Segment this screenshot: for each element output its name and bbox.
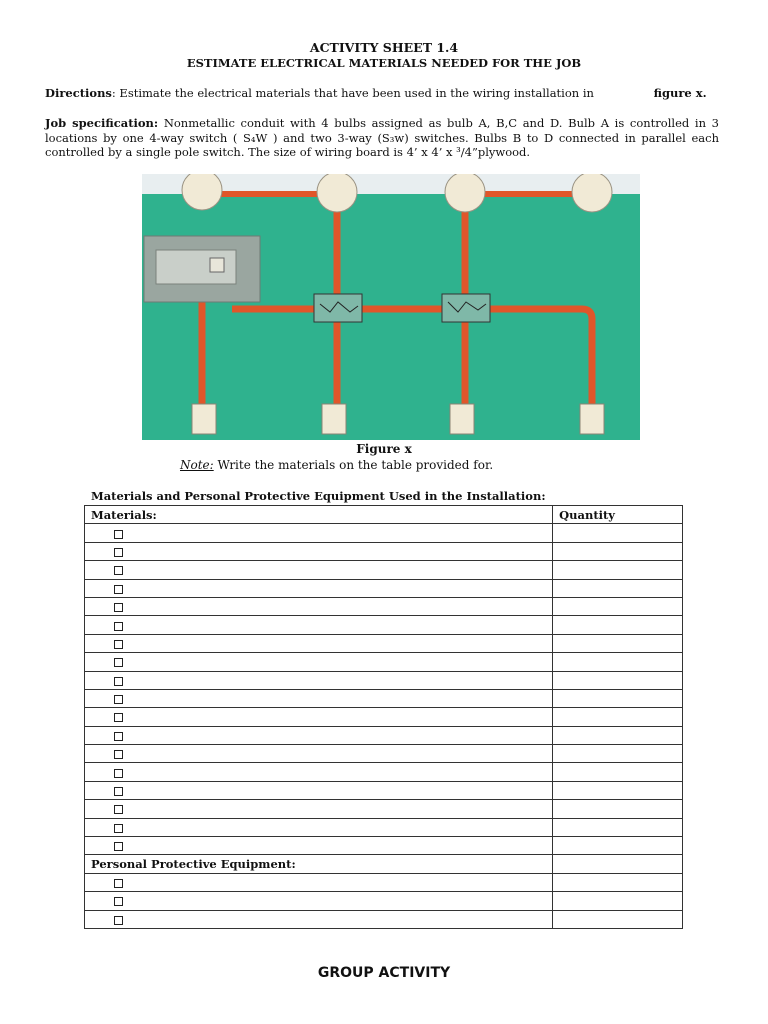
- material-quantity-cell[interactable]: [553, 689, 683, 707]
- material-quantity-cell[interactable]: [553, 653, 683, 671]
- material-quantity-cell[interactable]: [553, 634, 683, 652]
- ppe-header-row: [85, 855, 683, 873]
- material-quantity-cell[interactable]: [553, 837, 683, 855]
- bulb-receptacle-b: [317, 174, 357, 212]
- directions-label: Directions: [45, 86, 112, 100]
- material-quantity-cell[interactable]: [553, 542, 683, 560]
- material-quantity-cell[interactable]: [553, 597, 683, 615]
- material-row: [85, 561, 683, 579]
- quantity-column-header: Quantity: [553, 506, 683, 524]
- directions-text: : Estimate the electrical materials that have been used in the wiring installation in: [111, 86, 598, 100]
- checkbox-icon: [114, 640, 123, 649]
- material-row: [85, 726, 683, 744]
- ppe-row: [85, 910, 683, 928]
- checkbox-icon: [114, 842, 123, 851]
- material-entry-cell[interactable]: [85, 579, 553, 597]
- checkbox-icon: [114, 658, 123, 667]
- figure-reference: figure x.: [653, 86, 707, 100]
- note-label: Note:: [180, 458, 214, 472]
- junction-box-2: [442, 294, 490, 322]
- checkbox-icon: [114, 916, 123, 925]
- material-entry-cell[interactable]: [85, 671, 553, 689]
- checkbox-icon: [114, 622, 123, 631]
- job-spec-text: Nonmetallic conduit with 4 bulbs assigned as bulb A, B,C and D. Bulb A is controlled in 3 locations by one 4-way switch ( S₄W ) and two 3-way (S₃w) switches. Bulbs B to D connected in parallel each controlled by a single pole switch. The size of wiring board is 4’ x 4’ x ³/4”plywood.: [45, 116, 719, 159]
- checkbox-icon: [114, 603, 123, 612]
- ppe-row: [85, 873, 683, 891]
- checkbox-icon: [114, 732, 123, 741]
- material-row: [85, 597, 683, 615]
- checkbox-icon: [114, 824, 123, 833]
- checkbox-icon: [114, 713, 123, 722]
- material-row: [85, 634, 683, 652]
- material-entry-cell[interactable]: [85, 726, 553, 744]
- material-rows: [85, 524, 683, 855]
- material-quantity-cell[interactable]: [553, 763, 683, 781]
- material-row: [85, 818, 683, 836]
- material-row: [85, 781, 683, 799]
- material-row: [85, 579, 683, 597]
- checkbox-icon: [114, 750, 123, 759]
- ppe-quantity-cell[interactable]: [553, 873, 683, 891]
- bulb-receptacle-a: [182, 174, 222, 210]
- material-quantity-cell[interactable]: [553, 561, 683, 579]
- checkbox-icon: [114, 695, 123, 704]
- ppe-entry-cell[interactable]: [85, 873, 553, 891]
- panel-breaker: [210, 258, 224, 272]
- figure-caption: Figure x: [356, 442, 412, 456]
- material-quantity-cell[interactable]: [553, 800, 683, 818]
- material-row: [85, 837, 683, 855]
- material-row: [85, 616, 683, 634]
- bulb-receptacle-d: [572, 174, 612, 212]
- material-entry-cell[interactable]: [85, 597, 553, 615]
- material-quantity-cell[interactable]: [553, 616, 683, 634]
- material-entry-cell[interactable]: [85, 763, 553, 781]
- note-text: Write the materials on the table provided for.: [213, 458, 494, 472]
- switch-3: [450, 404, 474, 434]
- material-quantity-cell[interactable]: [553, 671, 683, 689]
- materials-column-header: Materials:: [85, 506, 553, 524]
- switch-1: [192, 404, 216, 434]
- material-quantity-cell[interactable]: [553, 708, 683, 726]
- checkbox-icon: [114, 566, 123, 575]
- table-header-row: [85, 506, 683, 524]
- note: [180, 458, 493, 472]
- job-specification-paragraph: [45, 116, 719, 160]
- checkbox-icon: [114, 787, 123, 796]
- material-quantity-cell[interactable]: [553, 818, 683, 836]
- materials-table: [84, 505, 683, 929]
- material-entry-cell[interactable]: [85, 781, 553, 799]
- ppe-header: Personal Protective Equipment:: [85, 855, 553, 873]
- material-row: [85, 763, 683, 781]
- directions-paragraph: [45, 86, 719, 101]
- material-row: [85, 653, 683, 671]
- checkbox-icon: [114, 548, 123, 557]
- group-activity-label: GROUP ACTIVITY: [317, 965, 451, 981]
- ppe-row: [85, 892, 683, 910]
- ppe-quantity-cell[interactable]: [553, 892, 683, 910]
- material-entry-cell[interactable]: [85, 837, 553, 855]
- material-entry-cell[interactable]: [85, 634, 553, 652]
- switch-4: [580, 404, 604, 434]
- ppe-entry-cell[interactable]: [85, 892, 553, 910]
- material-entry-cell[interactable]: [85, 800, 553, 818]
- ppe-rows: [85, 873, 683, 928]
- material-entry-cell[interactable]: [85, 542, 553, 560]
- table-title: Materials and Personal Protective Equipment Used in the Installation:: [91, 489, 546, 503]
- bulb-receptacle-c: [445, 174, 485, 212]
- checkbox-icon: [114, 677, 123, 686]
- material-row: [85, 542, 683, 560]
- checkbox-icon: [114, 879, 123, 888]
- checkbox-icon: [114, 530, 123, 539]
- material-quantity-cell[interactable]: [553, 745, 683, 763]
- ppe-header-quantity-cell[interactable]: [553, 855, 683, 873]
- material-entry-cell[interactable]: [85, 708, 553, 726]
- material-quantity-cell[interactable]: [553, 524, 683, 542]
- checkbox-icon: [114, 585, 123, 594]
- checkbox-icon: [114, 897, 123, 906]
- material-row: [85, 671, 683, 689]
- ppe-entry-cell[interactable]: [85, 910, 553, 928]
- switch-2: [322, 404, 346, 434]
- ppe-quantity-cell[interactable]: [553, 910, 683, 928]
- material-row: [85, 708, 683, 726]
- checkbox-icon: [114, 805, 123, 814]
- material-entry-cell[interactable]: [85, 689, 553, 707]
- material-entry-cell[interactable]: [85, 524, 553, 542]
- page-subtitle: ESTIMATE ELECTRICAL MATERIALS NEEDED FOR THE JOB: [186, 56, 582, 70]
- material-row: [85, 524, 683, 542]
- job-spec-label: Job specification:: [45, 116, 159, 130]
- wiring-board-photo: [142, 174, 640, 440]
- material-entry-cell[interactable]: [85, 818, 553, 836]
- material-entry-cell[interactable]: [85, 561, 553, 579]
- checkbox-icon: [114, 769, 123, 778]
- material-entry-cell[interactable]: [85, 616, 553, 634]
- page-title: ACTIVITY SHEET 1.4: [309, 40, 459, 55]
- material-entry-cell[interactable]: [85, 745, 553, 763]
- material-quantity-cell[interactable]: [553, 781, 683, 799]
- material-entry-cell[interactable]: [85, 653, 553, 671]
- material-quantity-cell[interactable]: [553, 579, 683, 597]
- material-quantity-cell[interactable]: [553, 726, 683, 744]
- material-row: [85, 800, 683, 818]
- material-row: [85, 745, 683, 763]
- material-row: [85, 689, 683, 707]
